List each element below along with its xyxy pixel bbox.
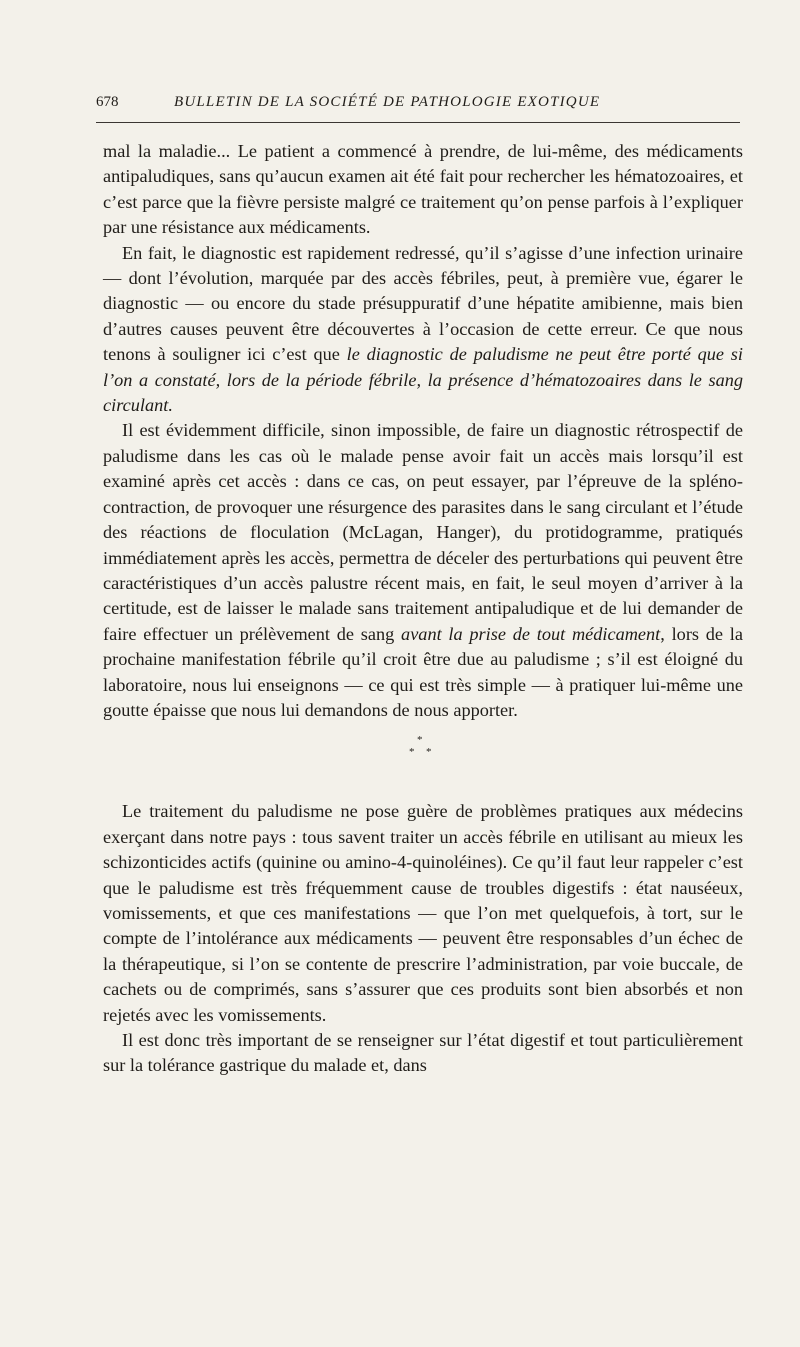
paragraph-text: En fait, le diagnostic est rapidement redressé, qu’il s’agisse d’une infection urinaire — dont l’évolution, marquée par des accès fébriles, peut, à première vue, égarer le diagnostic — ou encore du stade présuppuratif d’une hépatite amibienne, mais bien d’autres causes peuvent être découvertes à l’occasion de cette erreur. Ce que nous tenons à souligner ici c’est que xyxy=(103,242,743,365)
paragraph-3 xyxy=(103,418,743,723)
paragraph-text: mal la maladie... Le patient a commencé à prendre, de lui-même, des médicaments antipaludiques, sans qu’aucun examen ait été fait pour rechercher les hématozoaires, et c’est parce que la fièvre persiste malgré ce traitement qu’on pense parfois à l’expliquer par une résistance aux médicaments. xyxy=(103,141,743,238)
paragraph-1 xyxy=(103,139,743,241)
section-separator xyxy=(103,723,743,799)
paragraph-italic-text: avant la prise de tout médicament xyxy=(401,623,661,644)
paragraph-text: Il est évidemment difficile, sinon impossible, de faire un diagnostic rétrospectif de paludisme dans les cas où le malade pense avoir fait un accès mais lorsqu’il est examiné après cet accès : dans ce cas, on peut essayer, par l’épreuve de la spléno-contraction, de provoquer une résurgence des parasites dans le sang circulant et l’étude des réactions de floculation (McLagan, Hanger), du protidogramme, pratiqués immédiatement après les accès, permettra de déceler des perturbations qui peuvent être caractéristiques d’un accès palustre récent mais, en fait, le seul moyen d’arriver à la certitude, est de laisser le malade sans traitement antipaludique et de lui demander de faire effectuer un prélèvement de sang xyxy=(103,420,743,644)
paragraph-text: Le traitement du paludisme ne pose guère de problèmes pratiques aux médecins exerçant dans notre pays : tous savent traiter un accès fébrile en utilisant au mieux les schizonticides actifs (quinine ou amino-4-quinoléines). Ce qu’il faut leur rappeler c’est que le paludisme est très fréquemment cause de troubles digestifs : état nauséeux, vomissements, et que ces manifestations — que l’on met quelquefois, à tort, sur le compte de l’intolérance aux médicaments — peuvent être responsables d’un échec de la thérapeutique, si l’on se contente de prescrire l’administration, par voie buccale, de cachets ou de comprimés, sans s’assurer que ces produits sont bien absorbés et non rejetés avec les vomissements. xyxy=(103,801,743,1025)
page-number: 678 xyxy=(96,94,119,110)
paragraph-text: Il est donc très important de se renseigner sur l’état digestif et tout particulièrement sur la tolérance gastrique du malade et, dans xyxy=(103,1030,743,1076)
separator-star: * xyxy=(409,746,415,759)
paragraph-4 xyxy=(103,799,743,1028)
separator-star: * xyxy=(417,734,423,747)
paragraph-2 xyxy=(103,241,743,419)
paragraph-italic-text: le diagnostic de paludisme ne peut être porté que si l’on a constaté, lors de la période fébrile, la présence d’hématozoaires dans le sang circulant. xyxy=(103,344,743,416)
paragraph-5 xyxy=(103,1028,743,1079)
running-title: BULLETIN DE LA SOCIÉTÉ DE PATHOLOGIE EXOTIQUE xyxy=(174,94,601,110)
page-header xyxy=(96,92,740,123)
separator-star: * xyxy=(426,746,432,759)
body-text xyxy=(103,139,743,1079)
paragraph-text: , lors de la prochaine manifestation fébrile qu’il croit être due au paludisme ; s’il est éloigné du laboratoire, nous lui enseignons — ce qui est très simple — à pratiquer lui-même une goutte épaisse que nous lui demandons de nous apporter. xyxy=(103,623,743,720)
